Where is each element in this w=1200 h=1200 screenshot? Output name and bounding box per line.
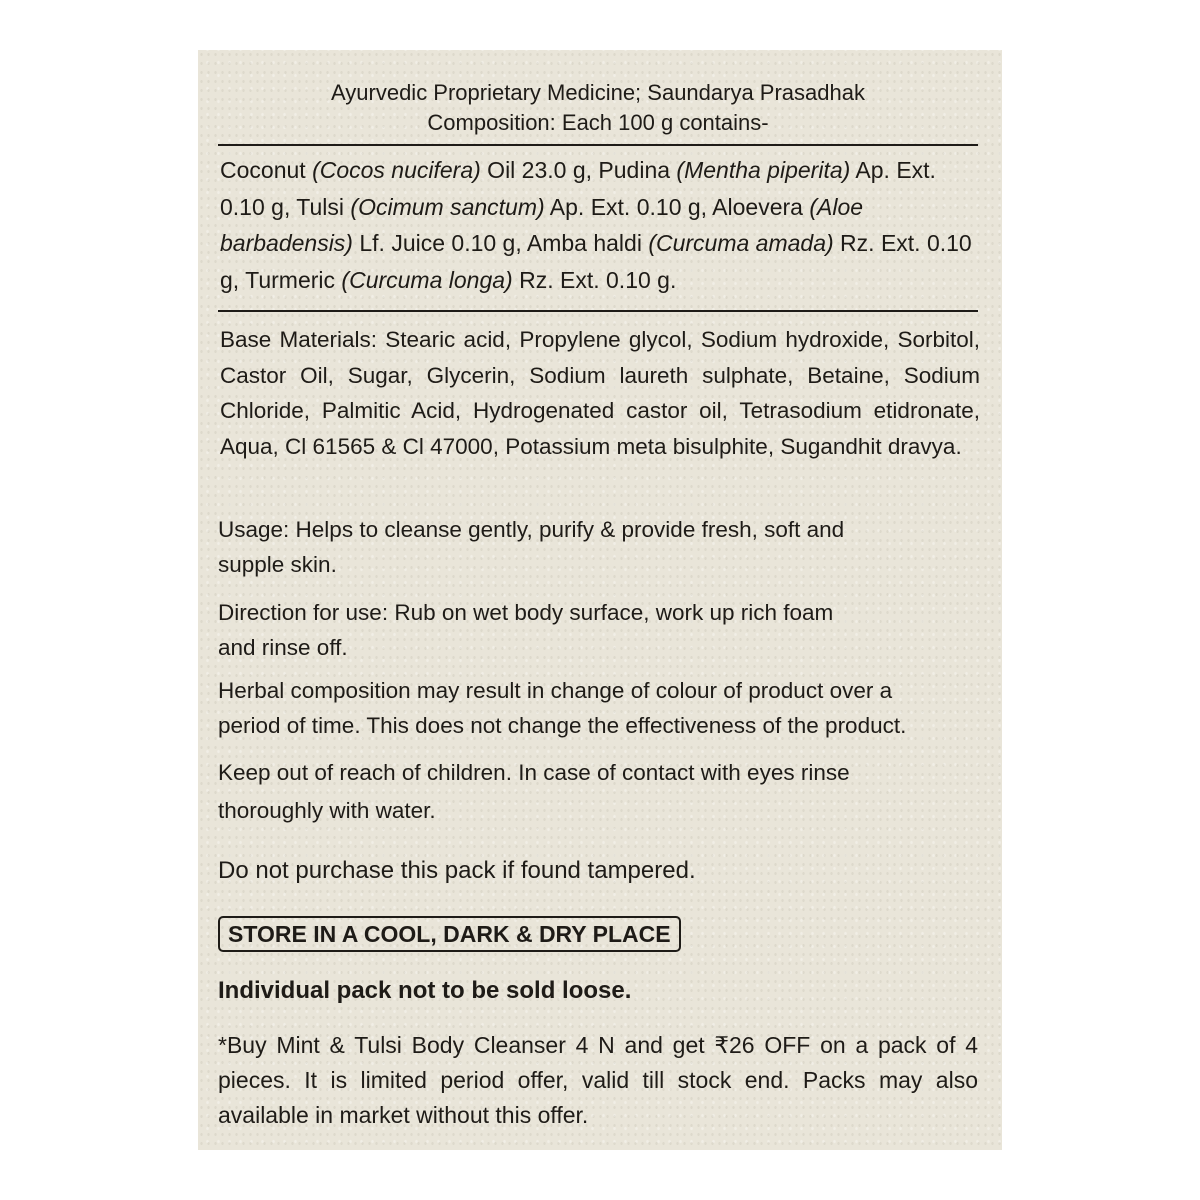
ingredient-text: Coconut xyxy=(220,157,313,183)
composition-list xyxy=(220,152,980,298)
base-materials: Base Materials: Stearic acid, Propylene glycol, Sodium hydroxide, Sorbitol, Castor Oil, Sugar, Glycerin, Sodium laureth sulphate, Betaine, Sodium Chloride, Palmitic Acid, Hydrogenated castor oil, Tetrasodium etidronate, Aqua, Cl 61565 & Cl 47000, Potassium meta bisulphite, Sugandhit dravya. xyxy=(220,327,980,459)
individual-pack-note: Individual pack not to be sold loose. xyxy=(218,977,632,1004)
herbal-note: Herbal composition may result in change of colour of product over a period of time. This does not change the effectiveness of the product. xyxy=(218,678,907,738)
label-header xyxy=(218,78,978,138)
offer-note: *Buy Mint & Tulsi Body Cleanser 4 N and get ₹26 OFF on a pack of 4 pieces. It is limited period offer, valid till stock end. Packs may also available in market without this offer. xyxy=(218,1032,978,1128)
ingredient-text: Ap. Ext. 0.10 g, Aloevera xyxy=(544,193,810,220)
composition-heading: Composition: Each 100 g contains- xyxy=(427,110,769,135)
ingredient-text: Lf. Juice 0.10 g, Amba haldi xyxy=(352,230,649,256)
ingredient-text: Ap. Ext. 0.10 g, Tulsi xyxy=(220,157,936,220)
product-label-panel xyxy=(198,50,1002,1150)
ingredient-text: Oil 23.0 g, Pudina xyxy=(480,157,677,183)
ingredient-text: Rz. Ext. 0.10 g. xyxy=(512,266,677,293)
tamper-note: Do not purchase this pack if found tampered. xyxy=(218,857,696,884)
botanical-name: (Ocimum sanctum) xyxy=(350,193,545,220)
botanical-name: (Aloe barbadensis) xyxy=(220,193,864,256)
botanical-name: (Curcuma longa) xyxy=(341,266,513,293)
botanical-name: (Cocos nucifera) xyxy=(312,157,481,183)
botanical-name: (Mentha piperita) xyxy=(676,157,851,183)
ingredient-text: Rz. Ext. 0.10 g, Turmeric xyxy=(220,230,972,293)
usage-text: Usage: Helps to cleanse gently, purify & provide fresh, soft and supple skin. xyxy=(218,517,845,577)
medicine-category: Ayurvedic Proprietary Medicine; Saundarya Prasadhak xyxy=(331,80,865,105)
divider-top xyxy=(218,144,978,146)
storage-instructions-box: STORE IN A COOL, DARK & DRY PLACE xyxy=(218,916,681,952)
child-safety-warning: Keep out of reach of children. In case of contact with eyes rinse thoroughly with water. xyxy=(218,760,850,823)
botanical-name: (Curcuma amada) xyxy=(648,230,834,256)
divider-middle xyxy=(218,310,978,312)
direction-text: Direction for use: Rub on wet body surface, work up rich foam and rinse off. xyxy=(218,600,834,660)
